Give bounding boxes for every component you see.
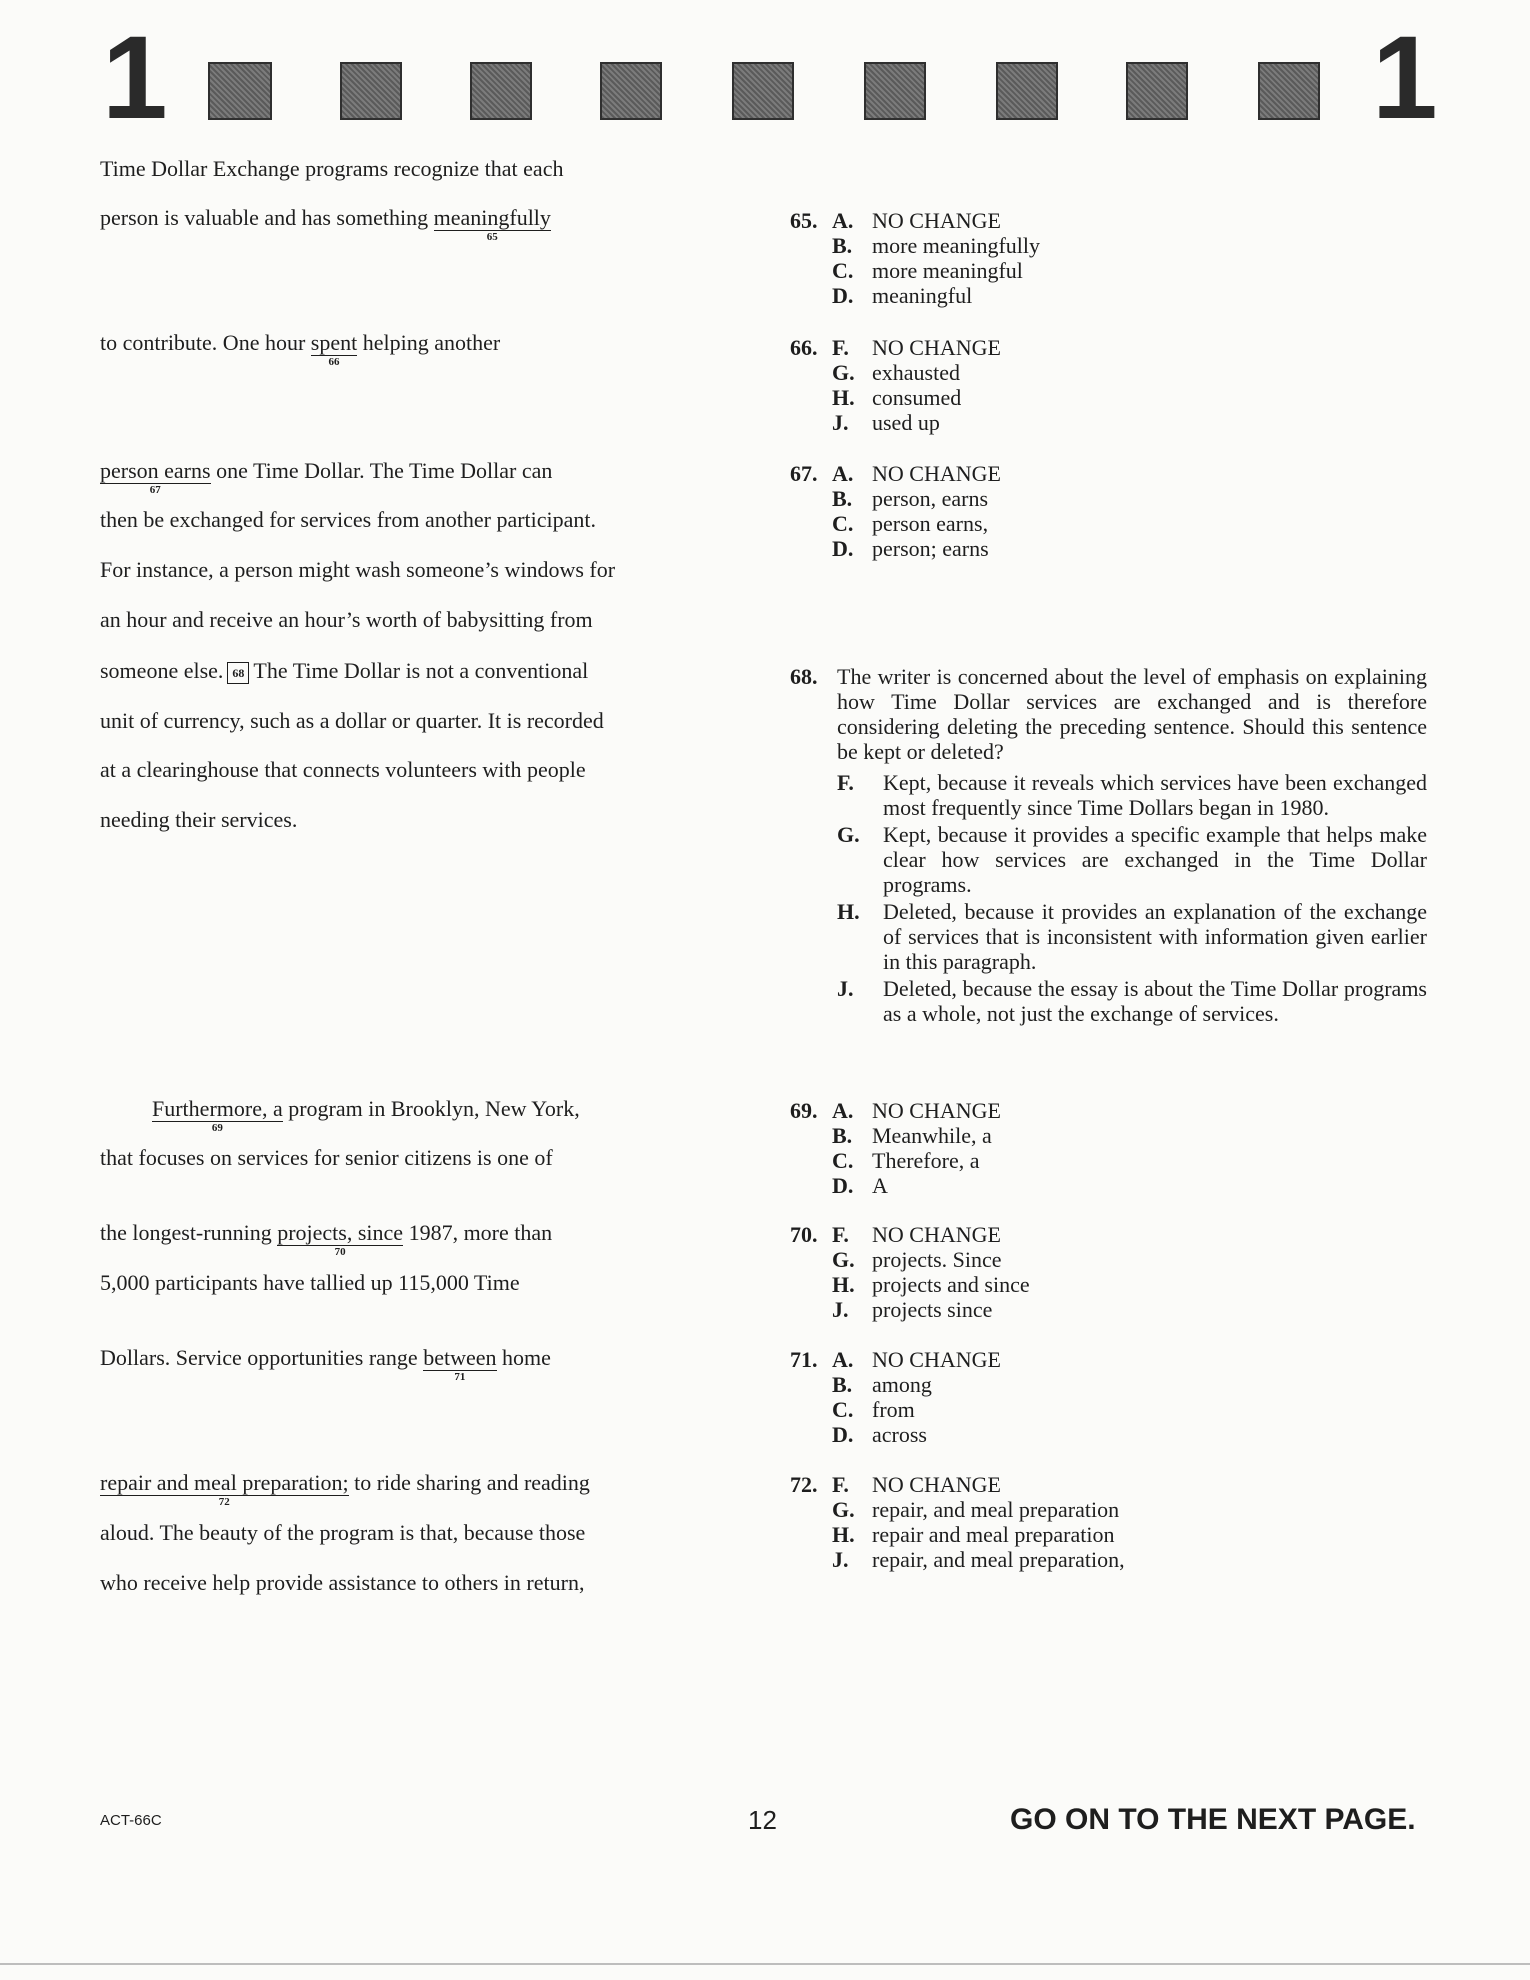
passage-text: the longest-running <box>100 1220 278 1245</box>
question-69 <box>790 1098 1001 1198</box>
option-letter[interactable]: G. <box>837 822 860 847</box>
form-code: ACT-66C <box>100 1812 162 1829</box>
underlined-portion-70 <box>277 1220 404 1258</box>
passage-text: Dollars. Service opportunities range <box>100 1345 424 1370</box>
question-number: 65. <box>790 208 818 233</box>
option-letter[interactable]: G. <box>832 1497 855 1522</box>
passage-text: 1987, more than <box>403 1220 553 1245</box>
answer-option[interactable] <box>790 1247 1030 1272</box>
underlined-text: Furthermore, a <box>152 1096 283 1121</box>
answer-option[interactable] <box>837 822 1427 897</box>
header-block <box>1258 62 1320 120</box>
option-letter[interactable]: C. <box>832 511 854 536</box>
option-letter[interactable]: D. <box>832 536 854 561</box>
answer-option[interactable] <box>790 283 1040 308</box>
page-number: 12 <box>748 1805 777 1835</box>
question-number: 68. <box>790 664 818 689</box>
answer-option[interactable] <box>790 233 1040 258</box>
underlined-text: person earns <box>100 458 211 483</box>
option-letter[interactable]: F. <box>837 770 854 795</box>
section-number-right: 1 <box>1372 12 1438 144</box>
passage-line: who receive help provide assistance to others in return, <box>100 1570 585 1595</box>
question-number-67: 67 <box>149 484 161 496</box>
header-block <box>996 62 1058 120</box>
option-text[interactable]: consumed <box>872 385 962 410</box>
question-stem: The writer is concerned about the level of emphasis on explaining how Time Dollar services are exchanged and is therefore considering deleting the preceding sentence. Should this sentence be kept or deleted? <box>837 664 1427 764</box>
question-number: 67. <box>790 461 818 486</box>
option-letter[interactable]: H. <box>832 1272 855 1297</box>
underlined-text: repair and meal preparation; <box>100 1470 349 1495</box>
question-67 <box>790 461 1001 561</box>
passage-text: person is valuable and has something <box>100 205 434 230</box>
option-text[interactable]: NO CHANGE <box>872 335 1001 360</box>
option-text[interactable]: Kept, because it reveals which services have been exchanged most frequently since Time Dollars began in 1980. <box>883 770 1427 820</box>
passage-line <box>100 1345 551 1383</box>
option-text[interactable]: person earns, <box>872 511 989 536</box>
passage-line: then be exchanged for services from another participant. <box>100 507 597 532</box>
option-letter[interactable]: A. <box>832 1347 854 1372</box>
passage-line: an hour and receive an hour’s worth of babysitting from <box>100 607 593 632</box>
underlined-portion-71 <box>423 1345 497 1383</box>
question-number-72: 72 <box>218 1496 230 1508</box>
option-letter[interactable]: J. <box>837 976 854 1001</box>
question-number-69: 69 <box>211 1122 223 1134</box>
option-letter[interactable]: B. <box>832 486 853 511</box>
option-letter[interactable]: G. <box>832 1247 855 1272</box>
passage-line: that focuses on services for senior citizens is one of <box>100 1145 553 1170</box>
option-letter[interactable]: J. <box>832 410 849 435</box>
passage-text: program in Brooklyn, New York, <box>282 1096 580 1121</box>
option-text[interactable]: Therefore, a <box>872 1148 980 1173</box>
section-number-left: 1 <box>102 12 168 144</box>
option-letter[interactable]: J. <box>832 1547 849 1572</box>
passage-line <box>152 1096 580 1134</box>
answer-option[interactable] <box>837 770 1427 820</box>
option-letter[interactable]: C. <box>832 1397 854 1422</box>
option-text[interactable]: person, earns <box>872 486 989 511</box>
passage-text: one Time Dollar. The Time Dollar can <box>210 458 553 483</box>
question-number-65: 65 <box>486 231 498 243</box>
underlined-text: between <box>423 1345 497 1370</box>
option-text[interactable]: NO CHANGE <box>872 1472 1001 1497</box>
question-options <box>837 770 1427 1028</box>
question-number-66: 66 <box>328 356 340 368</box>
next-page-notice: GO ON TO THE NEXT PAGE. <box>1010 1803 1416 1836</box>
answer-option[interactable] <box>790 1522 1125 1547</box>
answer-option[interactable] <box>790 1497 1125 1522</box>
option-letter[interactable]: A. <box>832 1098 854 1123</box>
option-letter[interactable]: D. <box>832 283 854 308</box>
passage-text: The Time Dollar is not a conventional <box>253 658 589 683</box>
underlined-text: spent <box>310 330 358 355</box>
underlined-portion-69 <box>152 1096 283 1134</box>
passage-text: someone else. <box>100 658 224 683</box>
option-text[interactable]: projects. Since <box>872 1247 1002 1272</box>
passage-line: For instance, a person might wash someone’s windows for <box>100 557 616 582</box>
header-block <box>340 62 402 120</box>
option-letter[interactable]: H. <box>832 385 855 410</box>
option-text[interactable]: meaningful <box>872 283 973 308</box>
underlined-portion-65 <box>433 205 551 243</box>
option-letter[interactable]: D. <box>832 1173 854 1198</box>
underlined-text: projects, since <box>277 1220 404 1245</box>
option-letter[interactable]: F. <box>832 1222 849 1247</box>
option-letter[interactable]: H. <box>837 899 860 924</box>
option-text[interactable]: projects and since <box>872 1272 1030 1297</box>
question-65 <box>790 208 1040 308</box>
answer-option[interactable] <box>790 1148 1001 1173</box>
passage-text: to ride sharing and reading <box>348 1470 590 1495</box>
option-letter[interactable]: F. <box>832 335 849 360</box>
option-text[interactable]: Deleted, because the essay is about the Time Dollar programs as a whole, not just the exchange of services. <box>883 976 1427 1026</box>
question-number: 69. <box>790 1098 818 1123</box>
option-text[interactable]: Meanwhile, a <box>872 1123 992 1148</box>
option-text[interactable]: more meaningfully <box>872 233 1041 258</box>
option-letter[interactable]: J. <box>832 1297 849 1322</box>
option-text[interactable]: repair, and meal preparation, <box>872 1547 1125 1572</box>
underlined-text: meaningfully <box>433 205 551 230</box>
option-letter[interactable]: C. <box>832 1148 854 1173</box>
passage-line: aloud. The beauty of the program is that, because those <box>100 1520 586 1545</box>
bottom-rule <box>0 1963 1530 1965</box>
passage-line: Time Dollar Exchange programs recognize that each <box>100 156 564 181</box>
option-letter[interactable]: A. <box>832 461 854 486</box>
header-block <box>600 62 662 120</box>
option-text[interactable]: NO CHANGE <box>872 461 1001 486</box>
answer-option[interactable] <box>790 511 1001 536</box>
answer-option[interactable] <box>790 1123 1001 1148</box>
passage-line <box>100 458 553 496</box>
option-text[interactable]: projects since <box>872 1297 993 1322</box>
passage-line: 5,000 participants have tallied up 115,000 Time <box>100 1270 520 1295</box>
underlined-portion-66 <box>310 330 358 368</box>
option-text[interactable]: exhausted <box>872 360 960 385</box>
passage-line <box>100 1470 590 1508</box>
question-number-71: 71 <box>454 1371 466 1383</box>
question-number: 66. <box>790 335 818 360</box>
answer-option[interactable] <box>790 1547 1125 1572</box>
option-letter[interactable]: A. <box>832 208 854 233</box>
answer-option[interactable] <box>837 976 1427 1026</box>
option-text[interactable]: Deleted, because it provides an explanation of the exchange of services that is inconsistent with information given earlier in this paragraph. <box>883 899 1427 974</box>
passage-line <box>100 658 588 684</box>
answer-option[interactable] <box>790 536 1001 561</box>
underlined-portion-72 <box>100 1470 349 1508</box>
option-letter[interactable]: H. <box>832 1522 855 1547</box>
answer-option[interactable] <box>790 1297 1030 1322</box>
option-text[interactable]: NO CHANGE <box>872 1098 1001 1123</box>
answer-option[interactable] <box>790 486 1001 511</box>
option-letter[interactable]: B. <box>832 1123 853 1148</box>
header-block <box>1126 62 1188 120</box>
answer-option[interactable] <box>790 1272 1030 1297</box>
answer-option[interactable] <box>790 385 1001 410</box>
option-text[interactable]: across <box>872 1422 927 1447</box>
answer-option[interactable] <box>790 360 1001 385</box>
answer-option[interactable] <box>790 410 1001 435</box>
passage-text: helping another <box>357 330 501 355</box>
header-block <box>208 62 272 120</box>
passage-text: to contribute. One hour <box>100 330 311 355</box>
question-71 <box>790 1347 1001 1447</box>
answer-option[interactable] <box>790 1397 1001 1422</box>
header-block <box>732 62 794 120</box>
option-text[interactable]: NO CHANGE <box>872 208 1001 233</box>
answer-option[interactable] <box>790 1422 1001 1447</box>
passage-line: at a clearinghouse that connects volunteers with people <box>100 757 586 782</box>
option-text[interactable]: repair, and meal preparation <box>872 1497 1120 1522</box>
question-66 <box>790 335 1001 435</box>
answer-option[interactable] <box>790 1372 1001 1397</box>
question-number: 72. <box>790 1472 818 1497</box>
option-text[interactable]: NO CHANGE <box>872 1347 1001 1372</box>
answer-option[interactable] <box>790 1173 1001 1198</box>
option-text[interactable]: from <box>872 1397 915 1422</box>
option-text[interactable]: Kept, because it provides a specific example that helps make clear how services are exchanged in the Time Dollar programs. <box>883 822 1427 897</box>
option-letter[interactable]: B. <box>832 1372 853 1397</box>
option-letter[interactable]: G. <box>832 360 855 385</box>
passage-text: home <box>496 1345 551 1370</box>
option-text[interactable]: more meaningful <box>872 258 1023 283</box>
header-block <box>470 62 532 120</box>
question-72 <box>790 1472 1125 1572</box>
option-text[interactable]: among <box>872 1372 932 1397</box>
underlined-portion-67 <box>100 458 211 496</box>
question-70 <box>790 1222 1030 1322</box>
option-text[interactable]: repair and meal preparation <box>872 1522 1115 1547</box>
option-text[interactable]: used up <box>872 410 940 435</box>
header-block <box>864 62 926 120</box>
answer-option[interactable] <box>837 899 1427 974</box>
passage-line <box>100 1220 553 1258</box>
answer-option[interactable] <box>790 258 1040 283</box>
option-letter[interactable]: C. <box>832 258 854 283</box>
option-letter[interactable]: F. <box>832 1472 849 1497</box>
passage-line <box>100 205 551 243</box>
question-box-68: 68 <box>227 662 249 684</box>
passage-line: needing their services. <box>100 807 298 832</box>
question-number: 70. <box>790 1222 818 1247</box>
question-number: 71. <box>790 1347 818 1372</box>
passage-line: unit of currency, such as a dollar or quarter. It is recorded <box>100 708 604 733</box>
option-text[interactable]: person; earns <box>872 536 989 561</box>
option-letter[interactable]: B. <box>832 233 853 258</box>
option-text[interactable]: NO CHANGE <box>872 1222 1001 1247</box>
passage-line <box>100 330 501 368</box>
question-number-70: 70 <box>334 1246 346 1258</box>
option-text[interactable]: A <box>872 1173 888 1198</box>
option-letter[interactable]: D. <box>832 1422 854 1447</box>
